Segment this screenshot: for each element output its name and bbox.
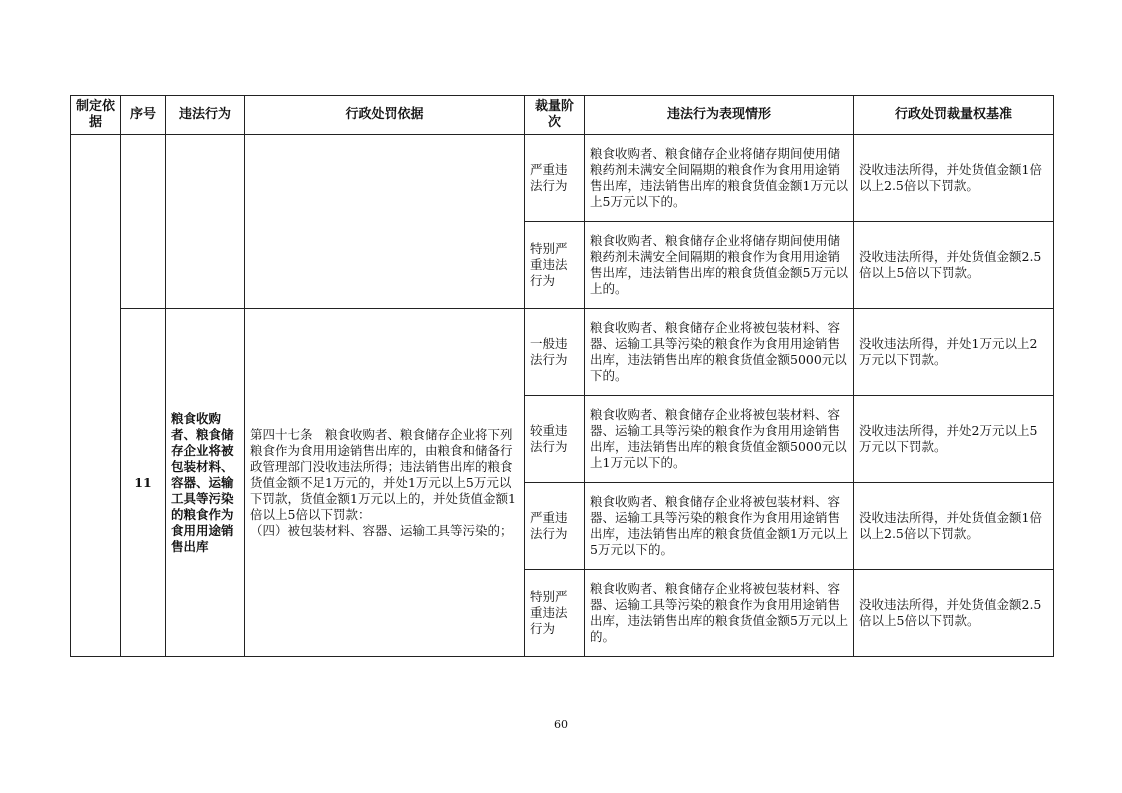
level-cell: 特别严重违法行为	[525, 570, 585, 657]
situation-cell: 粮食收购者、粮食储存企业将被包装材料、容器、运输工具等污染的粮食作为食用用途销售出库，违法销售出库的粮食货值金额5000元以下的。	[585, 309, 854, 396]
table-row	[71, 309, 1054, 396]
standard-cell: 没收违法所得，并处2万元以上5万元以下罚款。	[854, 396, 1054, 483]
level-cell: 较重违法行为	[525, 396, 585, 483]
standard-cell: 没收违法所得，并处货值金额2.5倍以上5倍以下罚款。	[854, 570, 1054, 657]
basis-cell	[71, 135, 121, 657]
prev-law-cell	[245, 135, 525, 309]
standard-cell: 没收违法所得，并处1万元以上2万元以下罚款。	[854, 309, 1054, 396]
legal-basis-article: 第四十七条 粮食收购者、粮食储存企业将下列粮食作为食用用途销售出库的，由粮食和储备行政管理部门没收违法所得；违法销售出库的粮食货值金额不足1万元的，并处1万元以上5万元以下罚款，货值金额1万元以上的，并处货值金额1倍以上5倍以下罚款：	[250, 426, 516, 522]
prev-act-cell	[166, 135, 245, 309]
standard-cell: 没收违法所得，并处货值金额2.5倍以上5倍以下罚款。	[854, 222, 1054, 309]
situation-cell: 粮食收购者、粮食储存企业将被包装材料、容器、运输工具等污染的粮食作为食用用途销售出库，违法销售出库的粮食货值金额1万元以上5万元以下的。	[585, 483, 854, 570]
header-basis: 制定依据	[71, 96, 121, 135]
header-no: 序号	[121, 96, 166, 135]
prev-no-cell	[121, 135, 166, 309]
legal-basis	[245, 309, 525, 657]
table-row	[71, 135, 1054, 222]
standard-cell: 没收违法所得，并处货值金额1倍以上2.5倍以下罚款。	[854, 483, 1054, 570]
legal-basis-item: （四）被包装材料、容器、运输工具等污染的；	[250, 522, 513, 538]
header-act: 违法行为	[166, 96, 245, 135]
situation-cell: 粮食收购者、粮食储存企业将储存期间使用储粮药剂未满安全间隔期的粮食作为食用用途销售出库，违法销售出库的粮食货值金额5万元以上的。	[585, 222, 854, 309]
level-cell: 特别严重违法行为	[525, 222, 585, 309]
header-situation: 违法行为表现情形	[585, 96, 854, 135]
situation-cell: 粮食收购者、粮食储存企业将被包装材料、容器、运输工具等污染的粮食作为食用用途销售出库，违法销售出库的粮食货值金额5万元以上的。	[585, 570, 854, 657]
item-number: 11	[121, 309, 166, 657]
header-row	[71, 96, 1054, 135]
situation-cell: 粮食收购者、粮食储存企业将被包装材料、容器、运输工具等污染的粮食作为食用用途销售出库，违法销售出库的粮食货值金额5000元以上1万元以下的。	[585, 396, 854, 483]
situation-cell: 粮食收购者、粮食储存企业将储存期间使用储粮药剂未满安全间隔期的粮食作为食用用途销售出库，违法销售出库的粮食货值金额1万元以上5万元以下的。	[585, 135, 854, 222]
penalty-discretion-table	[70, 95, 1054, 657]
page-number: 60	[554, 718, 568, 731]
level-cell: 严重违法行为	[525, 483, 585, 570]
header-law: 行政处罚依据	[245, 96, 525, 135]
header-standard: 行政处罚裁量权基准	[854, 96, 1054, 135]
level-cell: 严重违法行为	[525, 135, 585, 222]
header-level: 裁量阶次	[525, 96, 585, 135]
standard-cell: 没收违法所得，并处货值金额1倍以上2.5倍以下罚款。	[854, 135, 1054, 222]
violation-act: 粮食收购者、粮食储存企业将被包装材料、容器、运输工具等污染的粮食作为食用用途销售出库	[166, 309, 245, 657]
level-cell: 一般违法行为	[525, 309, 585, 396]
